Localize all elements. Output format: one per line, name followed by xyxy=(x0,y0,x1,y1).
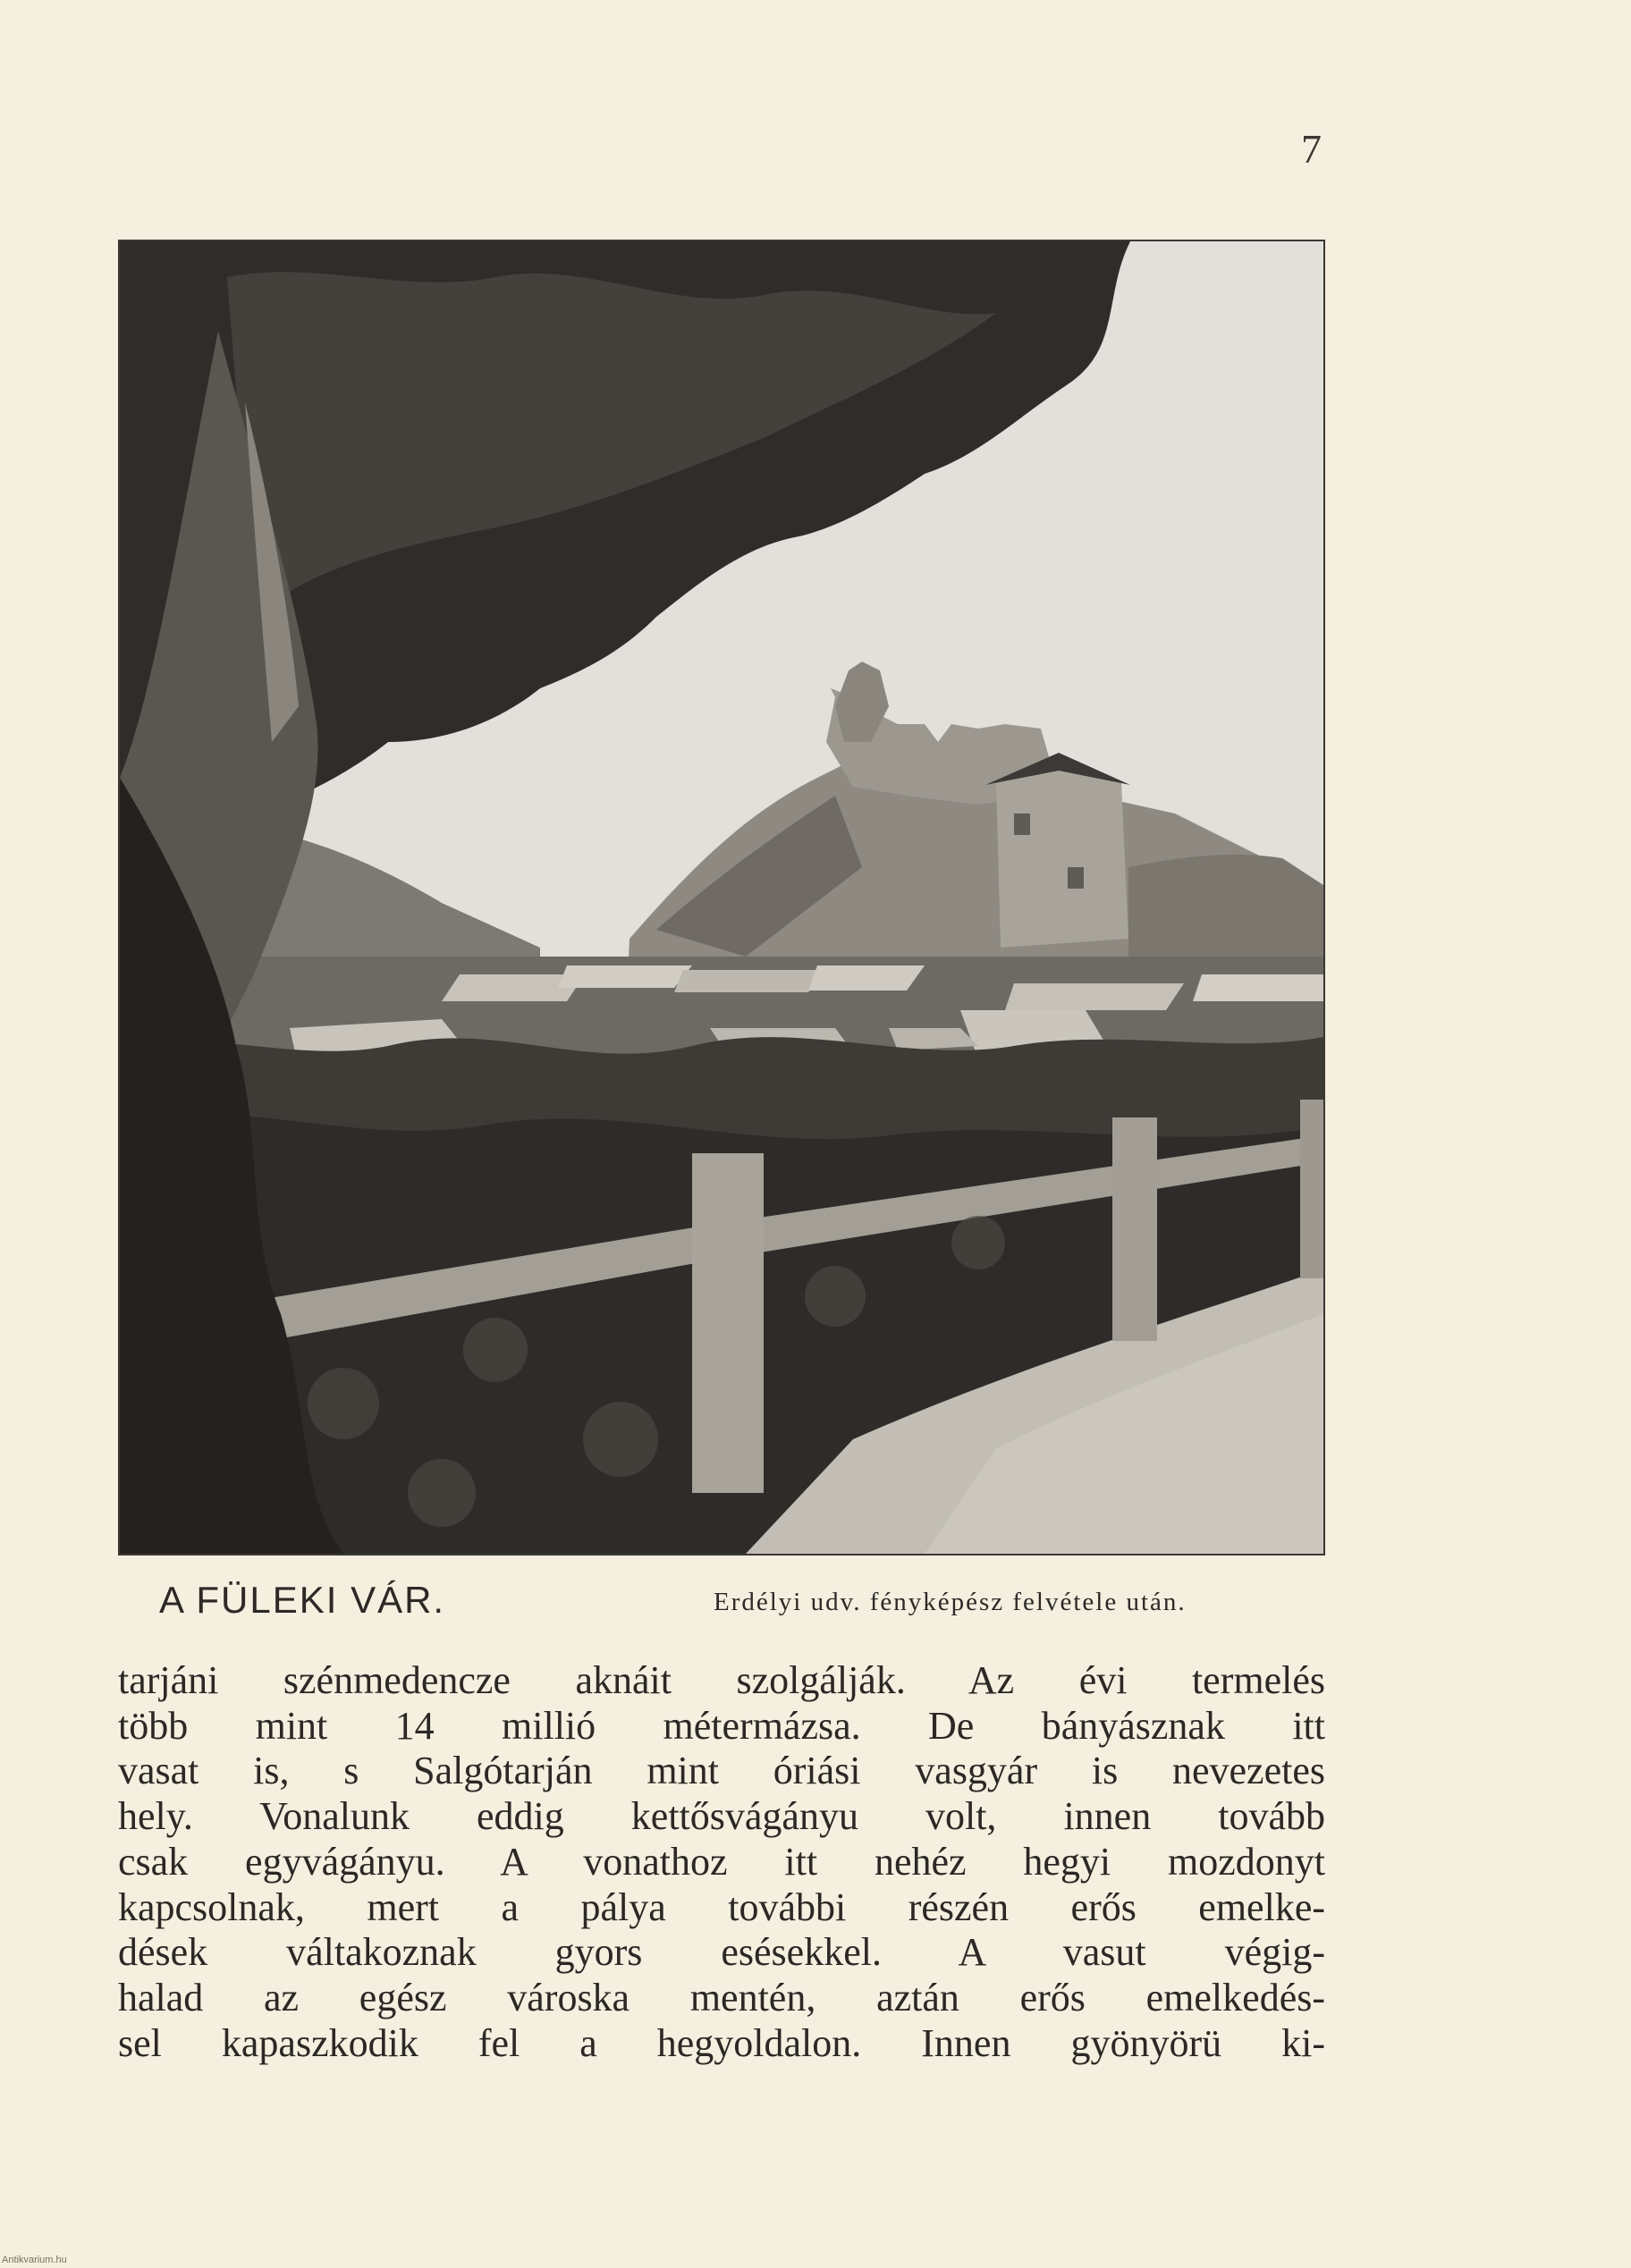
castle-photo-illustration xyxy=(120,241,1323,1554)
body-line: tarjáni szénmedencze aknáit szolgálják. Az évi termelés xyxy=(118,1658,1325,1702)
body-line: halad az egész városka mentén, aztán erős emelkedés- xyxy=(118,1975,1325,2019)
figure-caption-title: A FÜLEKI VÁR. xyxy=(159,1579,446,1621)
body-line: sel kapaszkodik fel a hegyoldalon. Innen gyönyörü ki- xyxy=(118,2020,1325,2065)
body-line: több mint 14 millió métermázsa. De bányásznak itt xyxy=(118,1703,1325,1748)
body-line: kapcsolnak, mert a pálya további részén erős emelke- xyxy=(118,1884,1325,1929)
page-number: 7 xyxy=(1301,126,1322,172)
body-line: dések váltakoznak gyors esésekkel. A vasut végig- xyxy=(118,1930,1325,1975)
body-line: hely. Vonalunk eddig kettősvágányu volt, innen tovább xyxy=(118,1794,1325,1839)
castle-photograph xyxy=(118,240,1325,1556)
body-text xyxy=(118,1658,1325,2066)
body-line: vasat is, s Salgótarján mint óriási vasgyár is nevezetes xyxy=(118,1749,1325,1793)
body-line: csak egyvágányu. A vonathoz itt nehéz hegyi mozdonyt xyxy=(118,1839,1325,1884)
watermark: Antikvarium.hu xyxy=(2,2255,67,2265)
figure-caption-credit: Erdélyi udv. fényképész felvétele után. xyxy=(714,1588,1187,1616)
